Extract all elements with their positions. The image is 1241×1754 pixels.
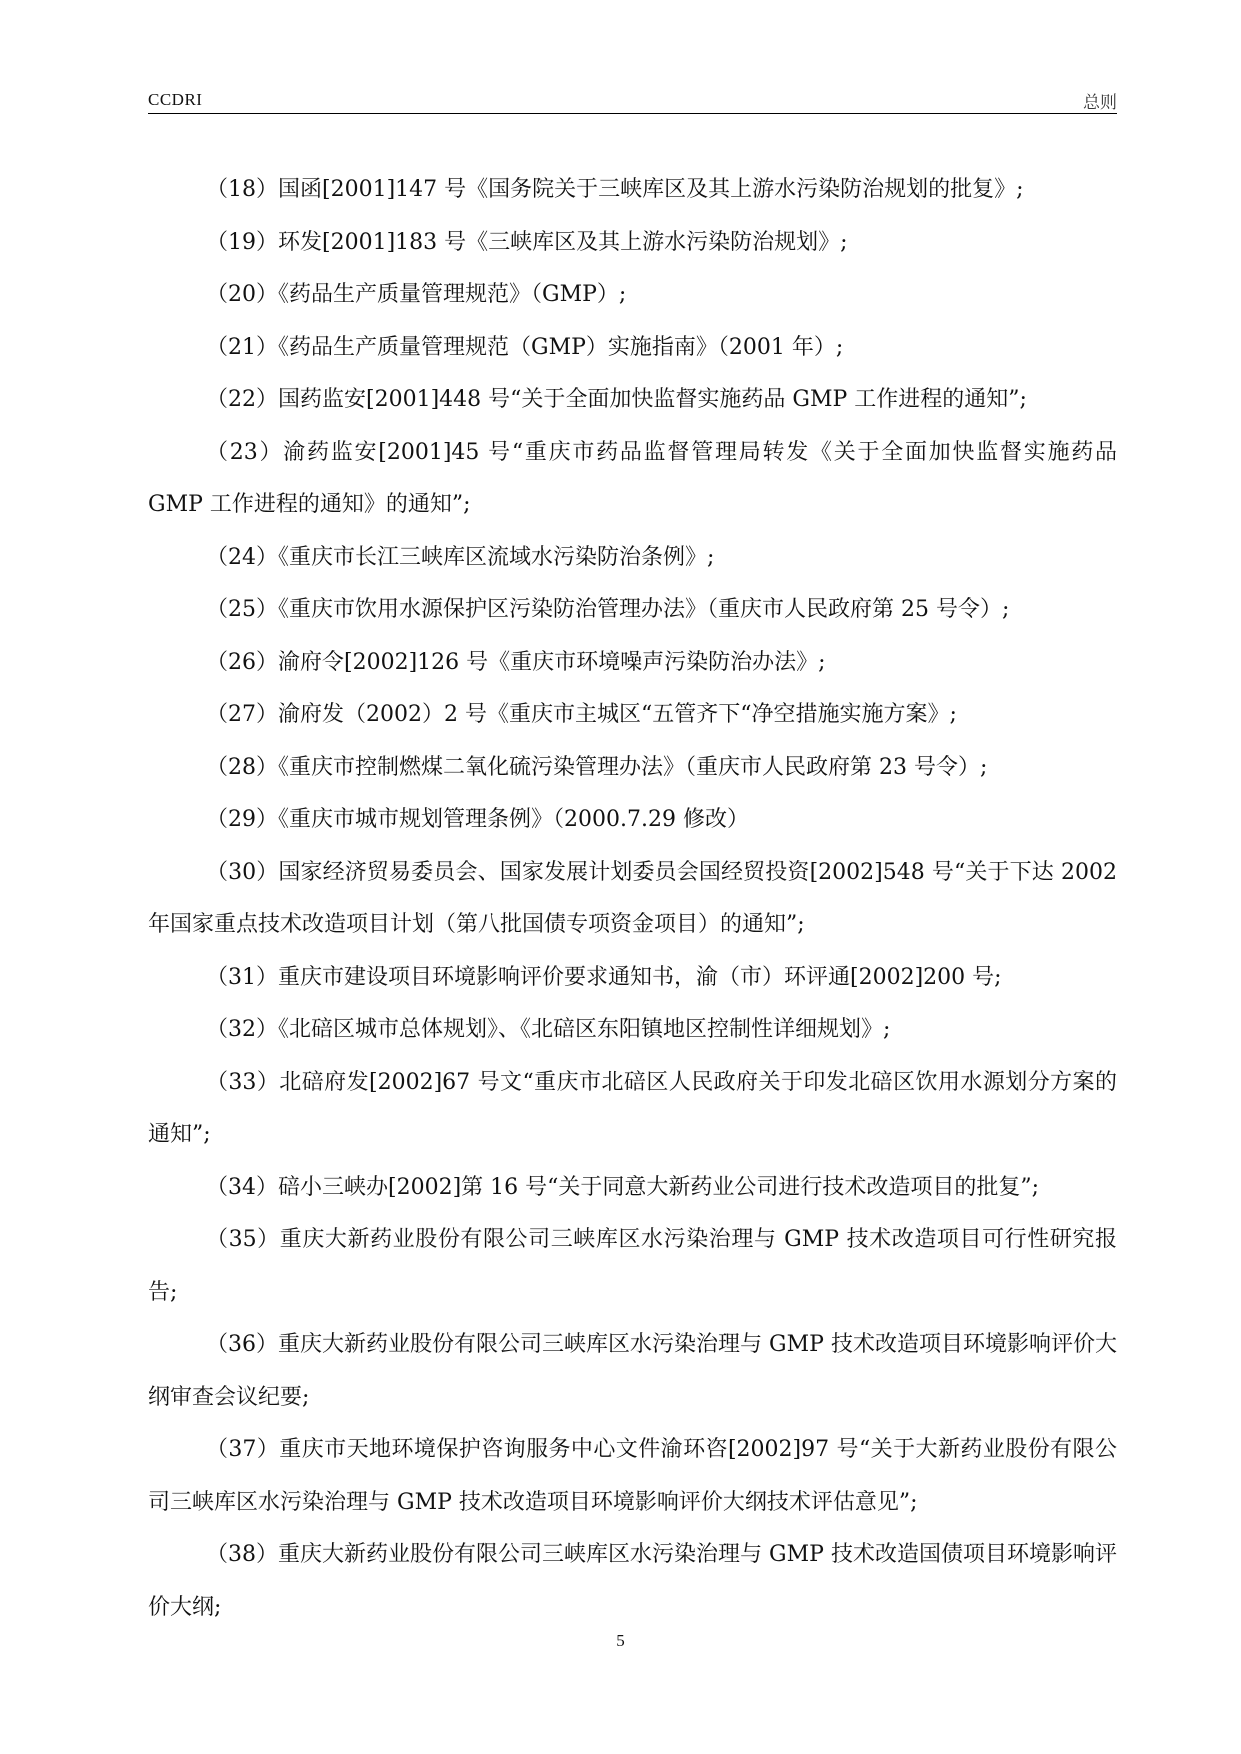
list-item: （25）《重庆市饮用水源保护区污染防治管理办法》（重庆市人民政府第 25 号令）; bbox=[206, 597, 1010, 622]
list-item: （19）环发[2001]183 号《三峡库区及其上游水污染防治规划》; bbox=[206, 229, 848, 255]
page-header bbox=[148, 88, 1117, 116]
header-org-label: CCDRI bbox=[148, 90, 203, 109]
list-item: （35）重庆大新药业股份有限公司三峡库区水污染治理与 GMP 技术改造项目可行性研究报告; bbox=[148, 1227, 1117, 1305]
list-item: （23）渝药监安[2001]45 号“重庆市药品监督管理局转发《关于全面加快监督实施药品 GMP 工作进程的通知》的通知”; bbox=[148, 439, 1117, 517]
list-item: （32）《北碚区城市总体规划》、《北碚区东阳镇地区控制性详细规划》; bbox=[206, 1017, 891, 1042]
header-divider bbox=[148, 113, 1117, 114]
list-item: （26）渝府令[2002]126 号《重庆市环境噪声污染防治办法》; bbox=[206, 649, 826, 675]
list-item: （30）国家经济贸易委员会、国家发展计划委员会国经贸投资[2002]548 号“关于下达 2002 年国家重点技术改造项目计划（第八批国债专项资金项目）的通知”; bbox=[148, 859, 1117, 937]
list-item: （29）《重庆市城市规划管理条例》（2000.7.29 修改） bbox=[206, 807, 749, 832]
list-item: （37）重庆市天地环境保护咨询服务中心文件渝环咨[2002]97 号“关于大新药业股份有限公司三峡库区水污染治理与 GMP 技术改造项目环境影响评价大纲技术评估意见”; bbox=[148, 1437, 1117, 1515]
list-item: （22）国药监安[2001]448 号“关于全面加快监督实施药品 GMP 工作进程的通知”; bbox=[206, 387, 1027, 412]
list-item: （31）重庆市建设项目环境影响评价要求通知书，渝（市）环评通[2002]200 号; bbox=[206, 964, 1002, 990]
list-item: （33）北碚府发[2002]67 号文“重庆市北碚区人民政府关于印发北碚区饮用水源划分方案的通知”; bbox=[148, 1069, 1117, 1147]
list-item: （34）碚小三峡办[2002]第 16 号“关于同意大新药业公司进行技术改造项目的批复”; bbox=[206, 1174, 1040, 1200]
list-item: （38）重庆大新药业股份有限公司三峡库区水污染治理与 GMP 技术改造国债项目环境影响评价大纲; bbox=[148, 1542, 1117, 1620]
list-item: （24）《重庆市长江三峡库区流域水污染防治条例》; bbox=[206, 544, 715, 570]
list-item: （20）《药品生产质量管理规范》（GMP）; bbox=[206, 282, 627, 307]
list-item: （28）《重庆市控制燃煤二氧化硫污染管理办法》（重庆市人民政府第 23 号令）; bbox=[206, 754, 988, 780]
page-number: 5 bbox=[616, 1631, 625, 1650]
list-item: （27）渝府发（2002）2 号《重庆市主城区“五管齐下“净空措施实施方案》; bbox=[206, 702, 957, 727]
list-item: （21）《药品生产质量管理规范（GMP）实施指南》（2001 年）; bbox=[206, 334, 844, 360]
list-item: （18）国函[2001]147 号《国务院关于三峡库区及其上游水污染防治规划的批复》; bbox=[206, 177, 1024, 202]
list-item: （36）重庆大新药业股份有限公司三峡库区水污染治理与 GMP 技术改造项目环境影响评价大纲审查会议纪要; bbox=[148, 1332, 1117, 1410]
reference-list bbox=[148, 164, 1117, 1634]
header-section-title: 总则 bbox=[1083, 93, 1117, 113]
